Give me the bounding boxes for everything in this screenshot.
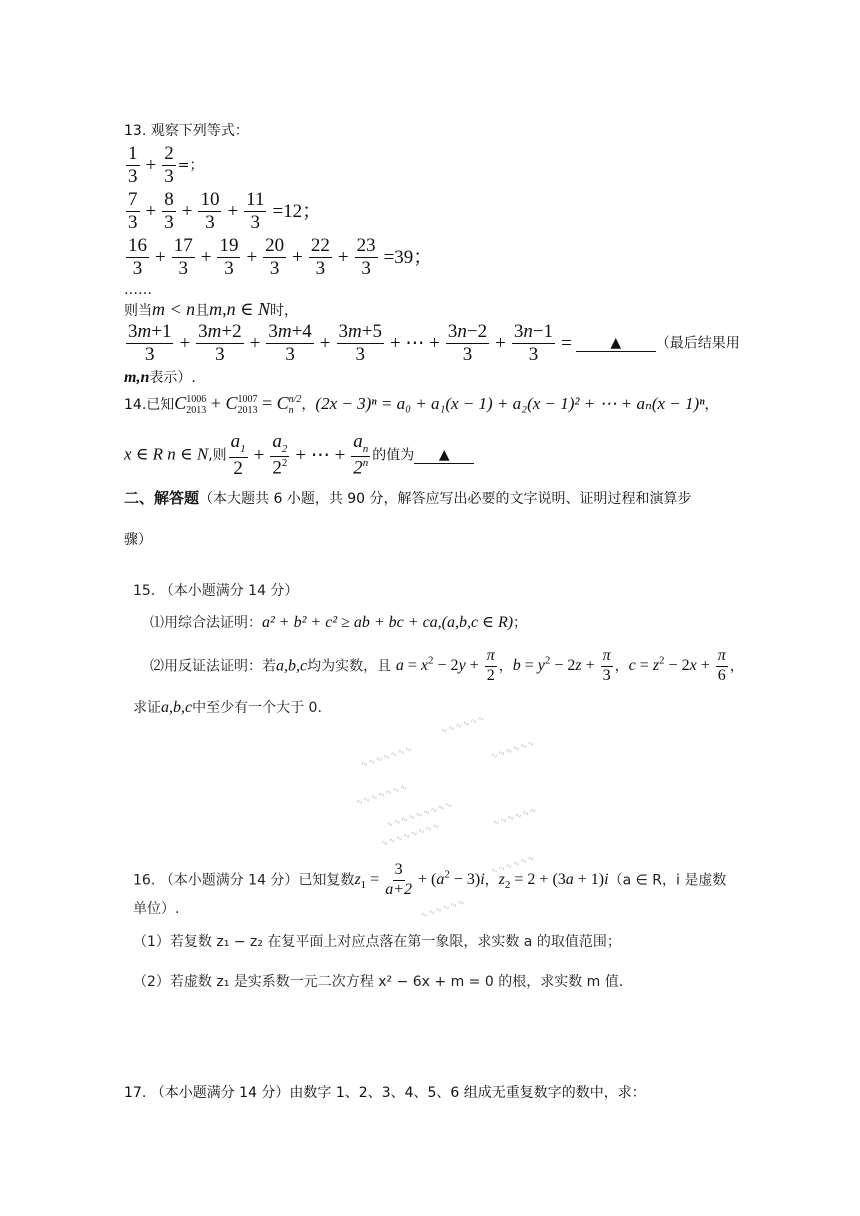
q13-eq2: $\frac{7}{3}$ + $\frac{8}{3}$ + $\frac{10}{3}$ + $\frac{11}{3}$ =12；	[128, 189, 322, 233]
q13-answer-blank	[576, 335, 656, 352]
q13-tail-note: （最后结果用	[655, 335, 740, 352]
answer-marker-icon: ▲	[438, 446, 450, 463]
q14-answer-blank	[414, 447, 474, 464]
q13-eq3-tail: =39；	[383, 246, 433, 268]
q15-part3: 求证a,b,c中至少有一个大于 0.	[133, 699, 322, 716]
q13-sum: $\frac{3m+1}{3}$ + $\frac{3m+2}{3}$ + $\frac{3m+4}{3}$ + $\frac{3m+5}{3}$ + ⋯ + $\frac{3n-2}{3}$ + $\frac{3n-1}{3}$ = ▲ （最后结果用	[128, 321, 740, 365]
q13-title: 13. 观察下列等式：	[124, 123, 249, 139]
q13-dots: ……	[124, 282, 152, 298]
watermark: ∿∿∿∿∿∿	[491, 805, 539, 828]
answer-marker-icon: ▲	[610, 334, 622, 351]
watermark: ∿∿∿∿∿∿∿∿	[380, 820, 442, 849]
q14-line1: 14.已知C 1006 2013 + C 1007 2013 = C n/2 n ，(2x − 3)ⁿ = a₀ + a₁(x − 1) + a₂(x − 1)² + ⋯ + aₙ(x − 1)ⁿ，	[124, 393, 719, 416]
q13-tail-line: m,n表示）.	[124, 369, 196, 386]
q16-part1: （1）若复数 z₁ − z₂ 在复平面上对应点落在第一象限，求实数 a 的取值范围；	[133, 934, 621, 950]
q17-text: 17. （本小题满分 14 分）由数字 1、2、3、4、5、6 组成无重复数字的数中，求：	[124, 1085, 646, 1101]
q13-eq2-tail: =12；	[272, 200, 322, 222]
watermark: ∿∿∿∿∿∿∿	[359, 743, 414, 770]
q13-eq1: $\frac{1}{3}$ + $\frac{2}{3}$ =；	[128, 143, 204, 187]
section2-heading: 二、解答题（本大题共 6 小题，共 90 分，解答应写出必要的文字说明、证明过程和演算步	[124, 489, 692, 507]
watermark: ∿∿∿∿∿∿	[489, 853, 537, 876]
section2-desc-cont: 骤）	[124, 532, 152, 548]
q13-eq1-tail: =；	[177, 157, 204, 174]
q15-part2: ⑵用反证法证明：若a,b,c均为实数，且 $a = x^2 - 2y$ + $\frac{\pi}{2}$ ，$b = y^2 - 2z$ + $\frac{\pi}{3}$ ，$c = z^2 - 2x$ + $\frac{\pi}{6}$ ，	[150, 647, 744, 684]
q15-part1: ⑴用综合法证明：a² + b² + c² ≥ ab + bc + ca,(a,b,c ∈ R)；	[150, 614, 528, 631]
watermark: ∿∿∿∿∿∿∿∿∿	[385, 799, 455, 830]
q16-unit: 单位）.	[133, 901, 180, 917]
q13-eq3: $\frac{16}{3}$ + $\frac{17}{3}$ + $\frac{19}{3}$ + $\frac{20}{3}$ + $\frac{22}{3}$ + $\frac{23}{3}$ =39；	[128, 235, 433, 279]
watermark: ∿∿∿∿∿∿∿	[354, 781, 409, 808]
watermark: ∿∿∿∿∿∿	[439, 713, 487, 736]
q13-condition: 则当m < n且m,n ∈ N时，	[124, 299, 298, 319]
watermark: ∿∿∿∿∿∿	[489, 738, 537, 761]
q15-title: 15. （本小题满分 14 分）	[133, 583, 299, 599]
watermark: ∿∿∿∿∿∿	[419, 897, 467, 920]
q16-part2: （2）若虚数 z₁ 是实系数一元二次方程 x² − 6x + m = 0 的根，求实数 m 值.	[133, 974, 624, 990]
q14-line2: x ∈ R n ∈ N,则 $\frac{a_1}{2}$ + $\frac{a_2}{2^2}$ + ⋯ + $\frac{a_n}{2^n}$ 的值为 ▲	[124, 432, 474, 479]
q14-expansion: (2x − 3)ⁿ = a₀ + a₁(x − 1) + a₂(x − 1)² + ⋯ + aₙ(x − 1)ⁿ	[315, 394, 705, 414]
q16-title: 16. （本小题满分 14 分）已知复数$z_1$ = $\frac{3}{a+2}$ + $(a^2 - 3)i$，$z_2 = 2 + (3a + 1)i(a$ ∈ R，i 是虚数	[133, 861, 727, 898]
